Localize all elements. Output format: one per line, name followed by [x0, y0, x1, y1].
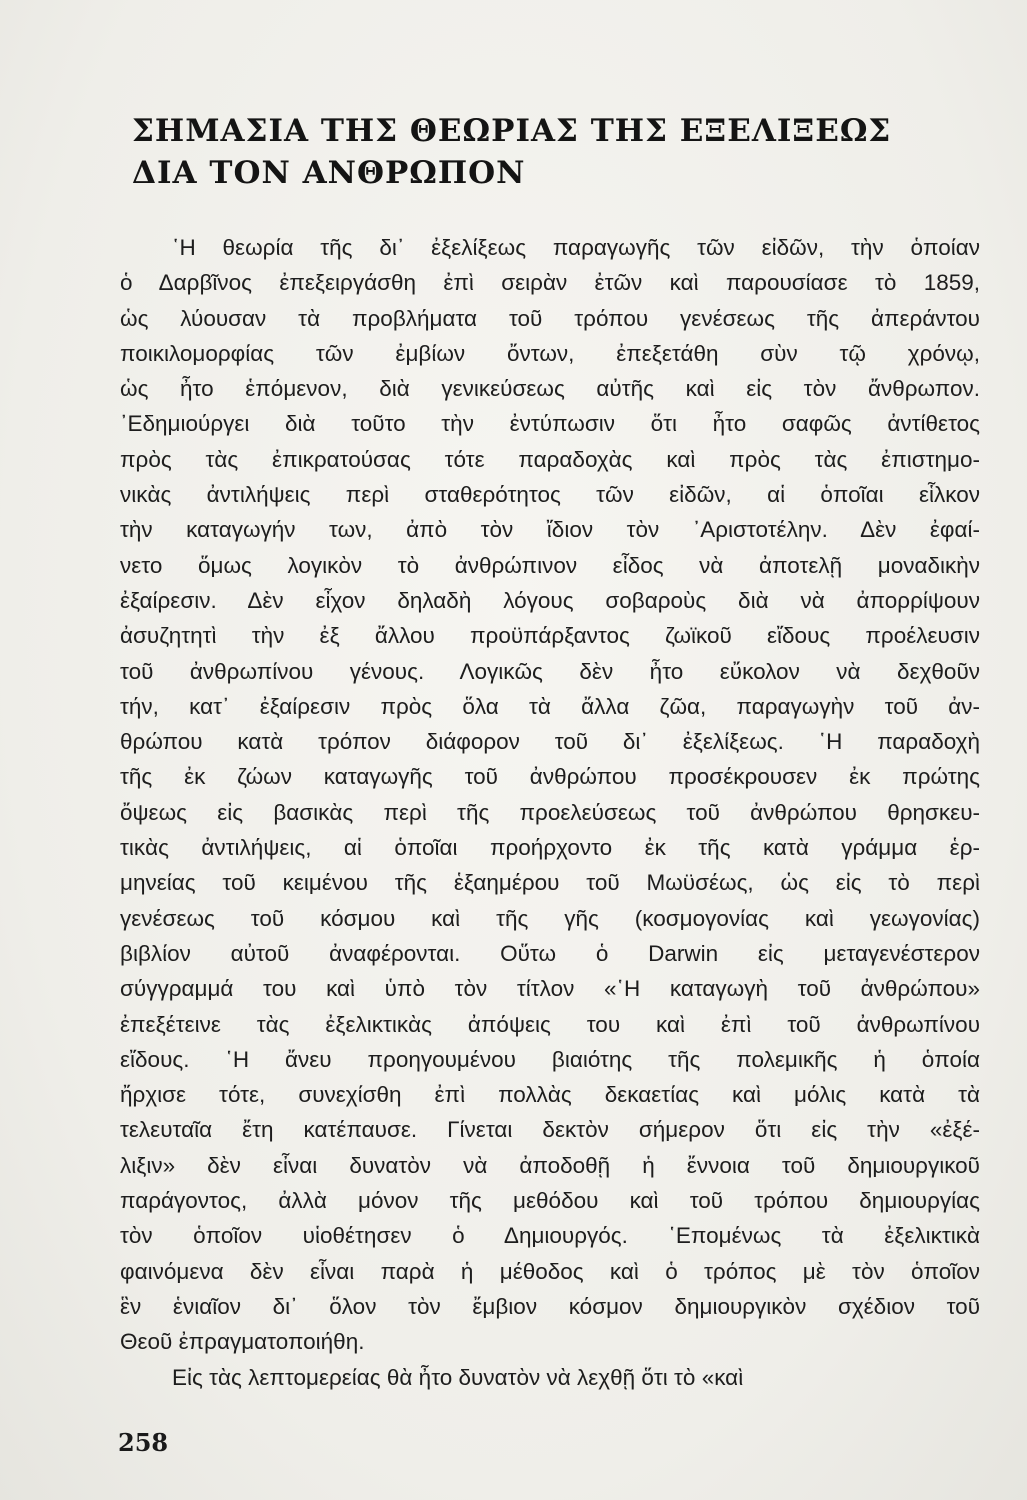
text-line: βιβλίον αὐτοῦ ἀναφέρονται. Οὕτω ὁ Darwin εἰς μεταγενέστερον	[120, 940, 980, 966]
text-line: Θεοῦ ἐπραγματοποιήθη.	[120, 1329, 365, 1355]
text-line: γενέσεως τοῦ κόσμου καὶ τῆς γῆς (κοσμογονίας καὶ γεωγονίας)	[120, 905, 980, 931]
text-line: φαινόμενα δὲν εἶναι παρὰ ἡ μέθοδος καὶ ὁ τρόπος μὲ τὸν ὁποῖον	[120, 1258, 980, 1284]
text-line: τήν, κατ᾽ ἐξαίρεσιν πρὸς ὅλα τὰ ἄλλα ζῶα, παραγωγὴν τοῦ ἀν-	[120, 693, 980, 719]
text-line: τὴν καταγωγήν των, ἀπὸ τὸν ἴδιον τὸν ᾽Αριστοτέλην. Δὲν ἐφαί-	[120, 517, 980, 543]
text-line: ὄψεως εἰς βασικὰς περὶ τῆς προελεύσεως τοῦ ἀνθρώπου θρησκευ-	[120, 799, 980, 825]
text-line: λιξιν» δὲν εἶναι δυνατὸν νὰ ἀποδοθῇ ἡ ἔννοια τοῦ δημιουργικοῦ	[120, 1152, 980, 1178]
text-line: μηνείας τοῦ κειμένου τῆς ἑξαημέρου τοῦ Μωϋσέως, ὡς εἰς τὸ περὶ	[120, 870, 980, 896]
text-line: ὡς ἦτο ἑπόμενον, διὰ γενικεύσεως αὐτῆς καὶ εἰς τὸν ἄνθρωπον.	[120, 376, 980, 402]
text-line: εἴδους. ῾Η ἄνευ προηγουμένου βιαιότης τῆς πολεμικῆς ἡ ὁποία	[120, 1046, 980, 1072]
text-line: ἐξαίρεσιν. Δὲν εἶχον δηλαδὴ λόγους σοβαροὺς διὰ νὰ ἀπορρίψουν	[120, 587, 980, 613]
text-line: θρώπου κατὰ τρόπον διάφορον τοῦ δι᾽ ἐξελίξεως. ῾Η παραδοχὴ	[120, 729, 980, 755]
text-line: ἤρχισε τότε, συνεχίσθη ἐπὶ πολλὰς δεκαετίας καὶ μόλις κατὰ τὰ	[120, 1082, 980, 1108]
page-number: 258	[118, 1428, 169, 1457]
text-line: Εἰς τὰς λεπτομερείας θὰ ἦτο δυνατὸν νὰ λεχθῇ ὅτι τὸ «καὶ	[172, 1364, 744, 1390]
text-line: ᾽Εδημιούργει διὰ τοῦτο τὴν ἐντύπωσιν ὅτι ἦτο σαφῶς ἀντίθετος	[120, 411, 980, 437]
text-line: ὁ Δαρβῖνος ἐπεξειργάσθη ἐπὶ σειρὰν ἐτῶν καὶ παρουσίασε τὸ 1859,	[120, 270, 980, 296]
text-line: ποικιλομορφίας τῶν ἐμβίων ὄντων, ἐπεξετάθη σὺν τῷ χρόνῳ,	[120, 340, 980, 366]
text-line: νικὰς ἀντιλήψεις περὶ σταθερότητος τῶν εἰδῶν, αἱ ὁποῖαι εἷλκον	[120, 482, 980, 508]
text-line: σύγγραμμά του καὶ ὑπὸ τὸν τίτλον «῾Η καταγωγὴ τοῦ ἀνθρώπου»	[120, 976, 980, 1002]
text-line: πρὸς τὰς ἐπικρατούσας τότε παραδοχὰς καὶ πρὸς τὰς ἐπιστημο-	[120, 446, 980, 472]
text-line: ἐπεξέτεινε τὰς ἐξελικτικὰς ἀπόψεις του καὶ ἐπὶ τοῦ ἀνθρωπίνου	[120, 1011, 980, 1037]
text-line: ἀσυζητητὶ τὴν ἐξ ἄλλου προϋπάρξαντος ζωϊκοῦ εἴδους προέλευσιν	[120, 623, 980, 649]
chapter-heading	[132, 110, 892, 194]
text-line: τοῦ ἀνθρωπίνου γένους. Λογικῶς δὲν ἦτο εὔκολον νὰ δεχθοῦν	[120, 658, 980, 684]
text-line: παράγοντος, ἀλλὰ μόνον τῆς μεθόδου καὶ τοῦ τρόπου δημιουργίας	[120, 1188, 980, 1214]
text-line: τικὰς ἀντιλήψεις, αἱ ὁποῖαι προήρχοντο ἐκ τῆς κατὰ γράμμα ἑρ-	[120, 835, 980, 861]
text-line: τελευταῖα ἔτη κατέπαυσε. Γίνεται δεκτὸν σήμερον ὅτι εἰς τὴν «ἐξέ-	[120, 1117, 980, 1143]
text-line: νετο ὅμως λογικὸν τὸ ἀνθρώπινον εἶδος νὰ ἀποτελῇ μοναδικὴν	[120, 552, 980, 578]
heading-line-2: ΔΙΑ ΤΟΝ ΑΝΘΡΩΠΟΝ	[132, 155, 526, 191]
text-line: ἓν ἑνιαῖον δι᾽ ὅλον τὸν ἔμβιον κόσμον δημιουργικὸν σχέδιον τοῦ	[120, 1293, 980, 1319]
text-line: τὸν ὁποῖον υἱοθέτησεν ὁ Δημιουργός. ῾Επομένως τὰ ἐξελικτικὰ	[120, 1223, 980, 1249]
text-line: ῾Η θεωρία τῆς δι᾽ ἐξελίξεως παραγωγῆς τῶν εἰδῶν, τὴν ὁποίαν	[172, 235, 980, 260]
text-line: ὡς λύουσαν τὰ προβλήματα τοῦ τρόπου γενέσεως τῆς ἀπεράντου	[120, 305, 980, 331]
text-line: τῆς ἐκ ζώων καταγωγῆς τοῦ ἀνθρώπου προσέκρουσεν ἐκ πρώτης	[120, 764, 980, 790]
body-text	[120, 230, 980, 1395]
heading-line-1: ΣΗΜΑΣΙΑ ΤΗΣ ΘΕΩΡΙΑΣ ΤΗΣ ΕΞΕΛΙΞΕΩΣ	[132, 113, 892, 149]
